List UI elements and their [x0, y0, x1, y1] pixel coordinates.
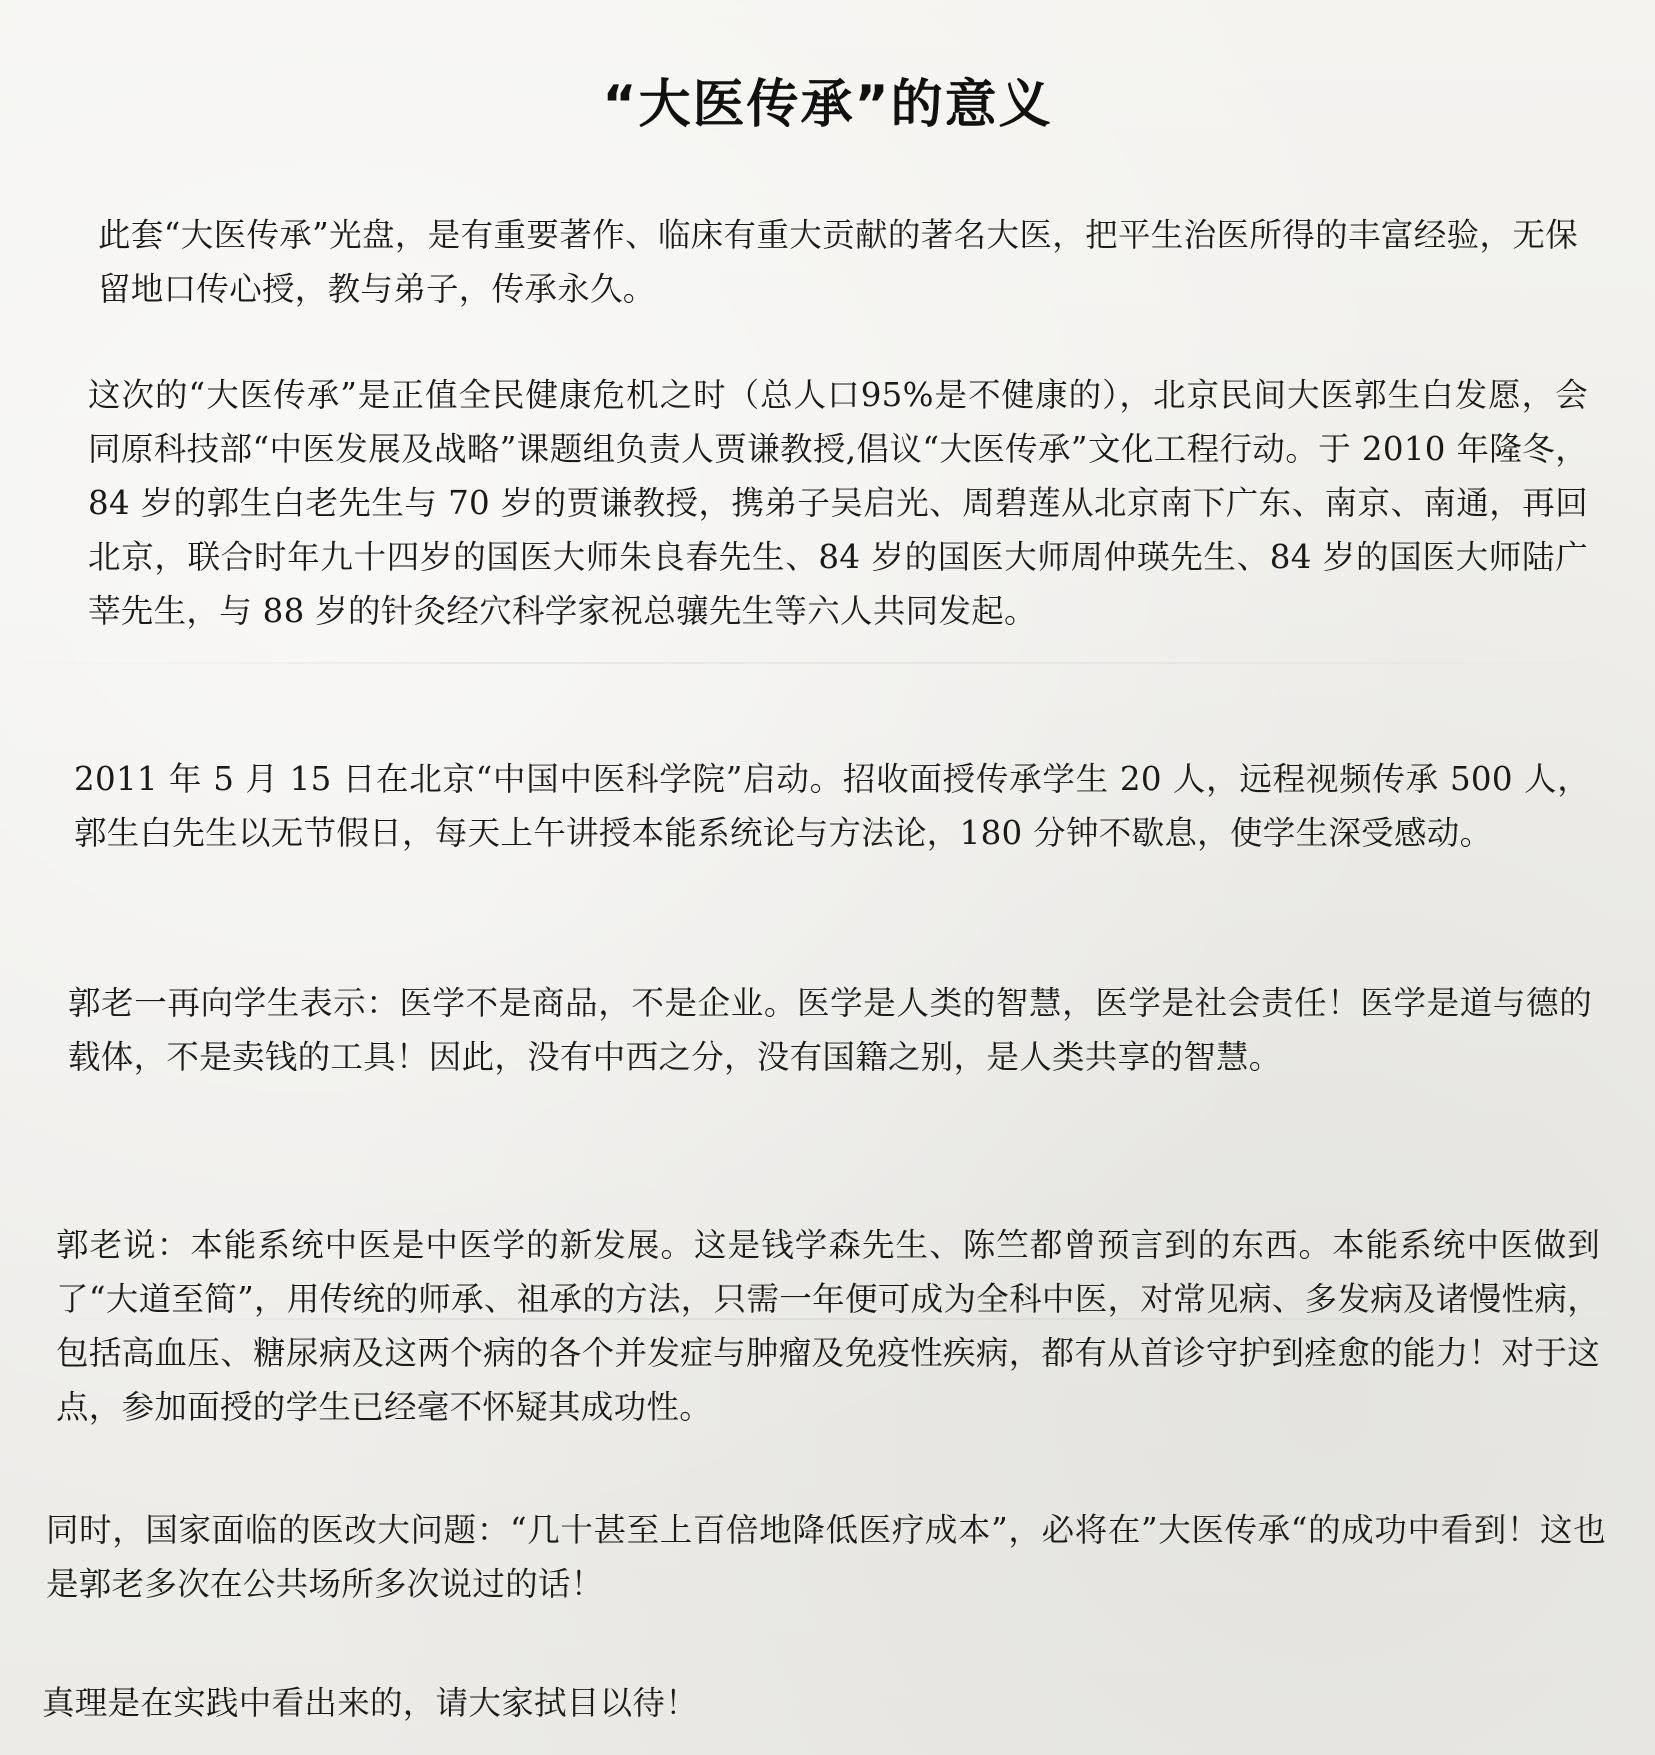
paragraph-medical-reform: 同时，国家面临的医改大问题：“几十甚至上百倍地降低医疗成本”，必将在”大医传承“的成功中看到！这也是郭老多次在公共场所多次说过的话！ [46, 1511, 1606, 1603]
paper-crease [0, 662, 1655, 664]
paragraph-launch: 2011 年 5 月 15 日在北京“中国中医科学院”启动。招收面授传承学生 20 人，远程视频传承 500 人，郭生白先生以无节假日，每天上午讲授本能系统论与方法论，180 分钟不歇息，使学生深受感动。 [74, 760, 1590, 852]
document-title: “大医传承”的意义 [602, 75, 1053, 135]
paragraph-disc-intro: 此套“大医传承”光盘，是有重要著作、临床有重大贡献的著名大医，把平生治医所得的丰富经验，无保留地口传心授，教与弟子，传承永久。 [98, 216, 1578, 308]
paragraph-instinct-system: 郭老说：本能系统中医是中医学的新发展。这是钱学森先生、陈竺都曾预言到的东西。本能系统中医做到了“大道至简”，用传统的师承、祖承的方法，只需一年便可成为全科中医，对常见病、多发病及诸慢性病，包括高血压、糖尿病及这两个病的各个并发症与肿瘤及免疫性疾病，都有从首诊守护到痊愈的能力！对于这点，参加面授的学生已经毫不怀疑其成功性。 [56, 1226, 1600, 1426]
paragraph-medicine-philosophy: 郭老一再向学生表示：医学不是商品，不是企业。医学是人类的智慧，医学是社会责任！医学是道与德的载体，不是卖钱的工具！因此，没有中西之分，没有国籍之别，是人类共享的智慧。 [68, 984, 1592, 1076]
paragraph-closing: 真理是在实践中看出来的，请大家拭目以待！ [42, 1684, 699, 1722]
paragraph-initiative-origin: 这次的“大医传承”是正值全民健康危机之时（总人口95%是不健康的），北京民间大医郭生白发愿，会同原科技部“中医发展及战略”课题组负责人贾谦教授,倡议“大医传承”文化工程行动。于 2010 年隆冬，84 岁的郭生白老先生与 70 岁的贾谦教授，携弟子吴启光、周碧莲从北京南下广东、南京、南通，再回北京，联合时年九十四岁的国医大师朱良春先生、84 岁的国医大师周仲瑛先生、84 岁的国医大师陆广莘先生，与 88 岁的针灸经穴科学家祝总骧先生等六人共同发起。 [88, 376, 1588, 630]
